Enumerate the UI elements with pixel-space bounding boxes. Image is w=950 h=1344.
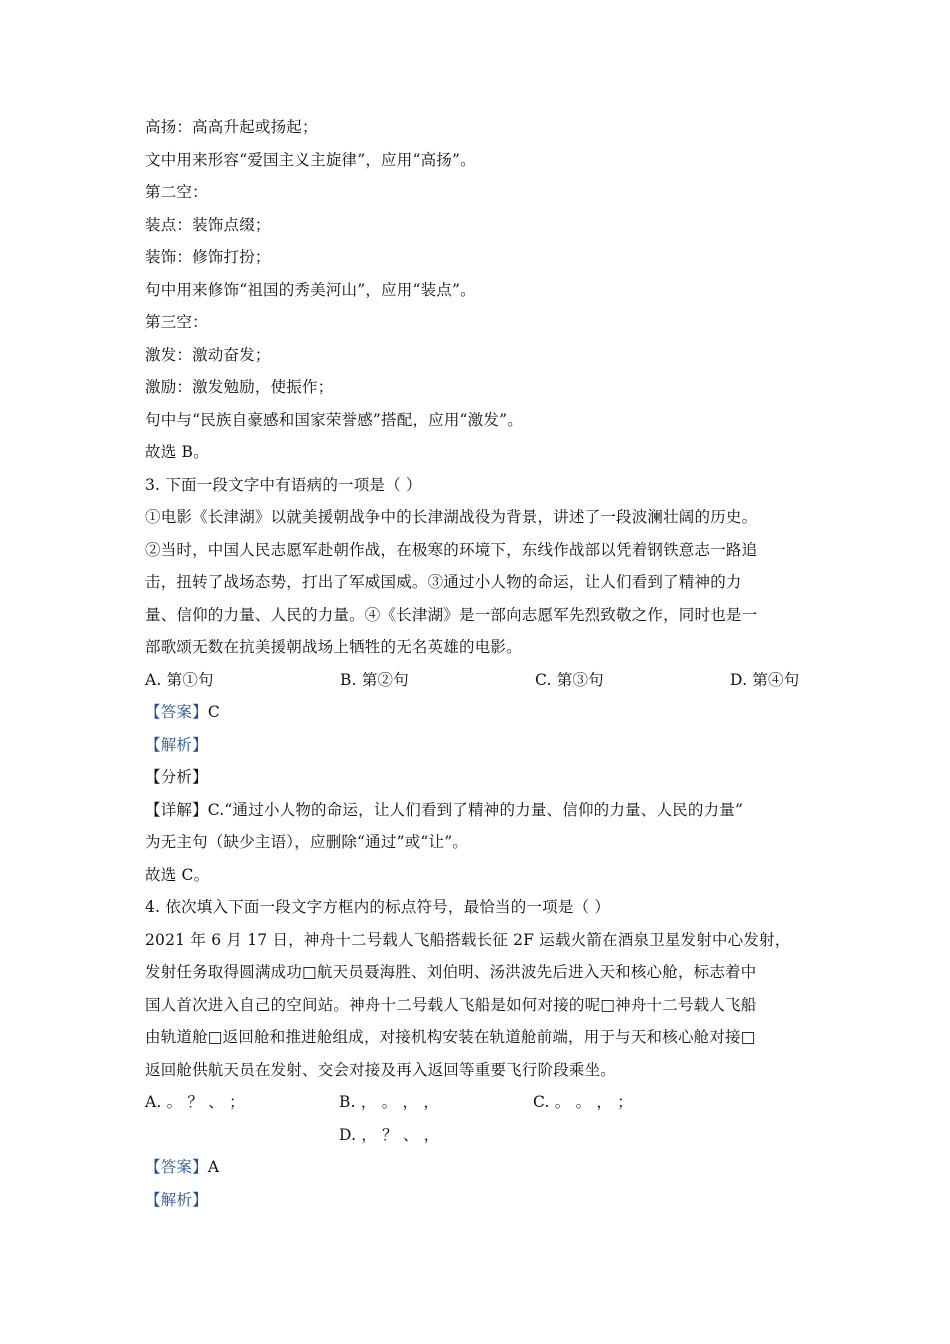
answer-tag: 【答案】	[145, 703, 208, 721]
option-b: B. ， 。 ， ，	[339, 1093, 440, 1111]
conclusion-line: 故选 C。	[145, 865, 210, 884]
option-d: D. ， ？ 、 ，	[339, 1125, 440, 1144]
question-3-stem: 3. 下面一段文字中有语病的一项是（ ）	[145, 475, 422, 494]
question-3-passage-line: 击，扭转了战场态势，打出了军威国威。③通过小人物的命运，让人们看到了精神的力	[145, 573, 742, 591]
text-line: 第三空：	[145, 313, 208, 331]
analysis-tag: 【解析】	[145, 1190, 208, 1209]
text-line: 文中用来形容“爱国主义主旋律”，应用“高扬”。	[145, 150, 476, 169]
question-4-passage-line: 国人首次进入自己的空间站。神舟十二号载人飞船是如何对接的呢□神舟十二号载人飞船	[145, 995, 757, 1014]
question-4-passage-line: 返回舱供航天员在发射、交会对接及再入返回等重要飞行阶段乘坐。	[145, 1060, 617, 1079]
question-3-passage-line: 部歌颂无数在抗美援朝战场上牺牲的无名英雄的电影。	[145, 638, 522, 656]
answer-tag: 【答案】	[145, 1158, 208, 1176]
detail-line: 【详解】C.“通过小人物的命运，让人们看到了精神的力量、信仰的力量、人民的力量”	[145, 800, 744, 819]
question-4-options-row1	[145, 1086, 810, 1119]
option-b: B. 第②句	[340, 670, 409, 689]
option-a: A. 。 ？ 、 ；	[145, 1093, 245, 1111]
detail-line: 为无主句（缺少主语），应删除“通过”或“让”。	[145, 833, 469, 851]
text-line: 激发：激动奋发；	[145, 345, 271, 364]
answer-line	[145, 1151, 810, 1184]
question-4-passage-line: 2021 年 6 月 17 日，神舟十二号载人飞船搭载长征 2F 运载火箭在酒泉卫星发射中心发射，	[145, 930, 791, 949]
question-4-options-row2	[145, 1119, 810, 1152]
question-3-passage-line: 量、信仰的力量、人民的力量。④《长津湖》是一部向志愿军先烈致敬之作，同时也是一	[145, 605, 758, 624]
fenxi-tag: 【分析】	[145, 768, 208, 786]
text-line: 高扬：高高升起或扬起；	[145, 118, 318, 136]
option-c: C. 。 。 ， ；	[533, 1093, 633, 1111]
answer-value: C	[207, 703, 220, 721]
answer-value: A	[207, 1158, 220, 1176]
question-3-options	[145, 664, 810, 697]
question-3-passage-line: ②当时，中国人民志愿军赴朝作战，在极寒的环境下，东线作战部以凭着钢铁意志一路追	[145, 540, 758, 559]
text-line: 第二空：	[145, 183, 208, 201]
question-4-passage-line: 由轨道舱□返回舱和推进舱组成，对接机构安装在轨道舱前端，用于与天和核心舱对接□	[145, 1028, 756, 1046]
option-d: D. 第④句	[730, 670, 800, 689]
text-line: 句中与“民族自豪感和国家荣誉感”搭配，应用“激发”。	[145, 410, 523, 429]
answer-line	[145, 696, 810, 729]
analysis-tag: 【解析】	[145, 735, 208, 754]
text-line: 装点：装饰点缀；	[145, 215, 271, 234]
document-content	[145, 111, 810, 1216]
question-4-stem: 4. 依次填入下面一段文字方框内的标点符号，最恰当的一项是（ ）	[145, 898, 611, 916]
question-4-passage-line: 发射任务取得圆满成功□航天员聂海胜、刘伯明、汤洪波先后进入天和核心舱，标志着中	[145, 963, 757, 981]
option-a: A. 第①句	[145, 670, 214, 689]
text-line: 句中用来修饰“祖国的秀美河山”，应用“装点”。	[145, 280, 476, 299]
option-c: C. 第③句	[535, 670, 604, 689]
text-line: 装饰：修饰打扮；	[145, 248, 271, 266]
text-line: 激励：激发勉励，使振作；	[145, 378, 334, 396]
question-3-passage-line: ①电影《长津湖》以就美援朝战争中的长津湖战役为背景，讲述了一段波澜壮阔的历史。	[145, 508, 758, 526]
text-line: 故选 B。	[145, 443, 209, 461]
